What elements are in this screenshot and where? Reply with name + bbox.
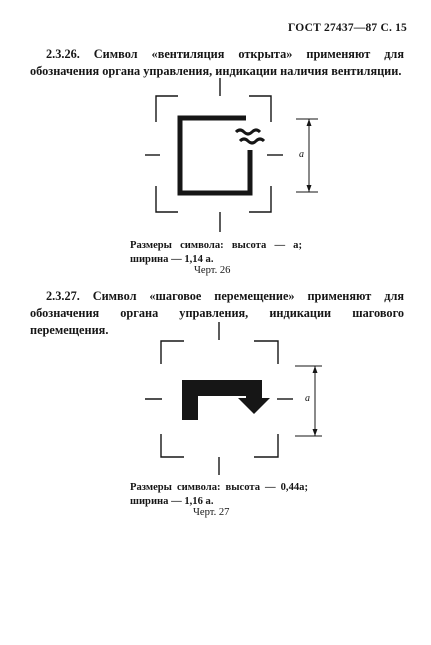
figure-label-27: Черт. 27: [193, 507, 230, 518]
step-movement-symbol: [145, 322, 322, 475]
page-header: ГОСТ 27437—87 С. 15: [288, 22, 407, 34]
frame-marks-fig27: [145, 322, 293, 475]
paragraph-2-3-27: 2.3.27. Символ «шаговое перемещение» применяют для обозначения органа управления, индикации шагового перемещения.: [30, 289, 404, 337]
dimension-label-a-fig27: a: [305, 393, 310, 404]
paragraph-2-3-26: 2.3.26. Символ «вентиляция открыта» применяют для обозначения органа управления, индикации наличия вентиляции.: [30, 47, 404, 78]
ventilation-open-symbol: [145, 78, 318, 232]
frame-marks-fig26: [145, 78, 283, 232]
figure-label-26: Черт. 26: [194, 265, 231, 276]
dimension-label-a-fig26: a: [299, 149, 304, 160]
caption-fig27: Размеры символа: высота — 0,44a; ширина — 1,16 a.: [130, 482, 308, 507]
caption-fig26: Размеры символа: высота — a; ширина — 1,14 a.: [130, 240, 302, 265]
